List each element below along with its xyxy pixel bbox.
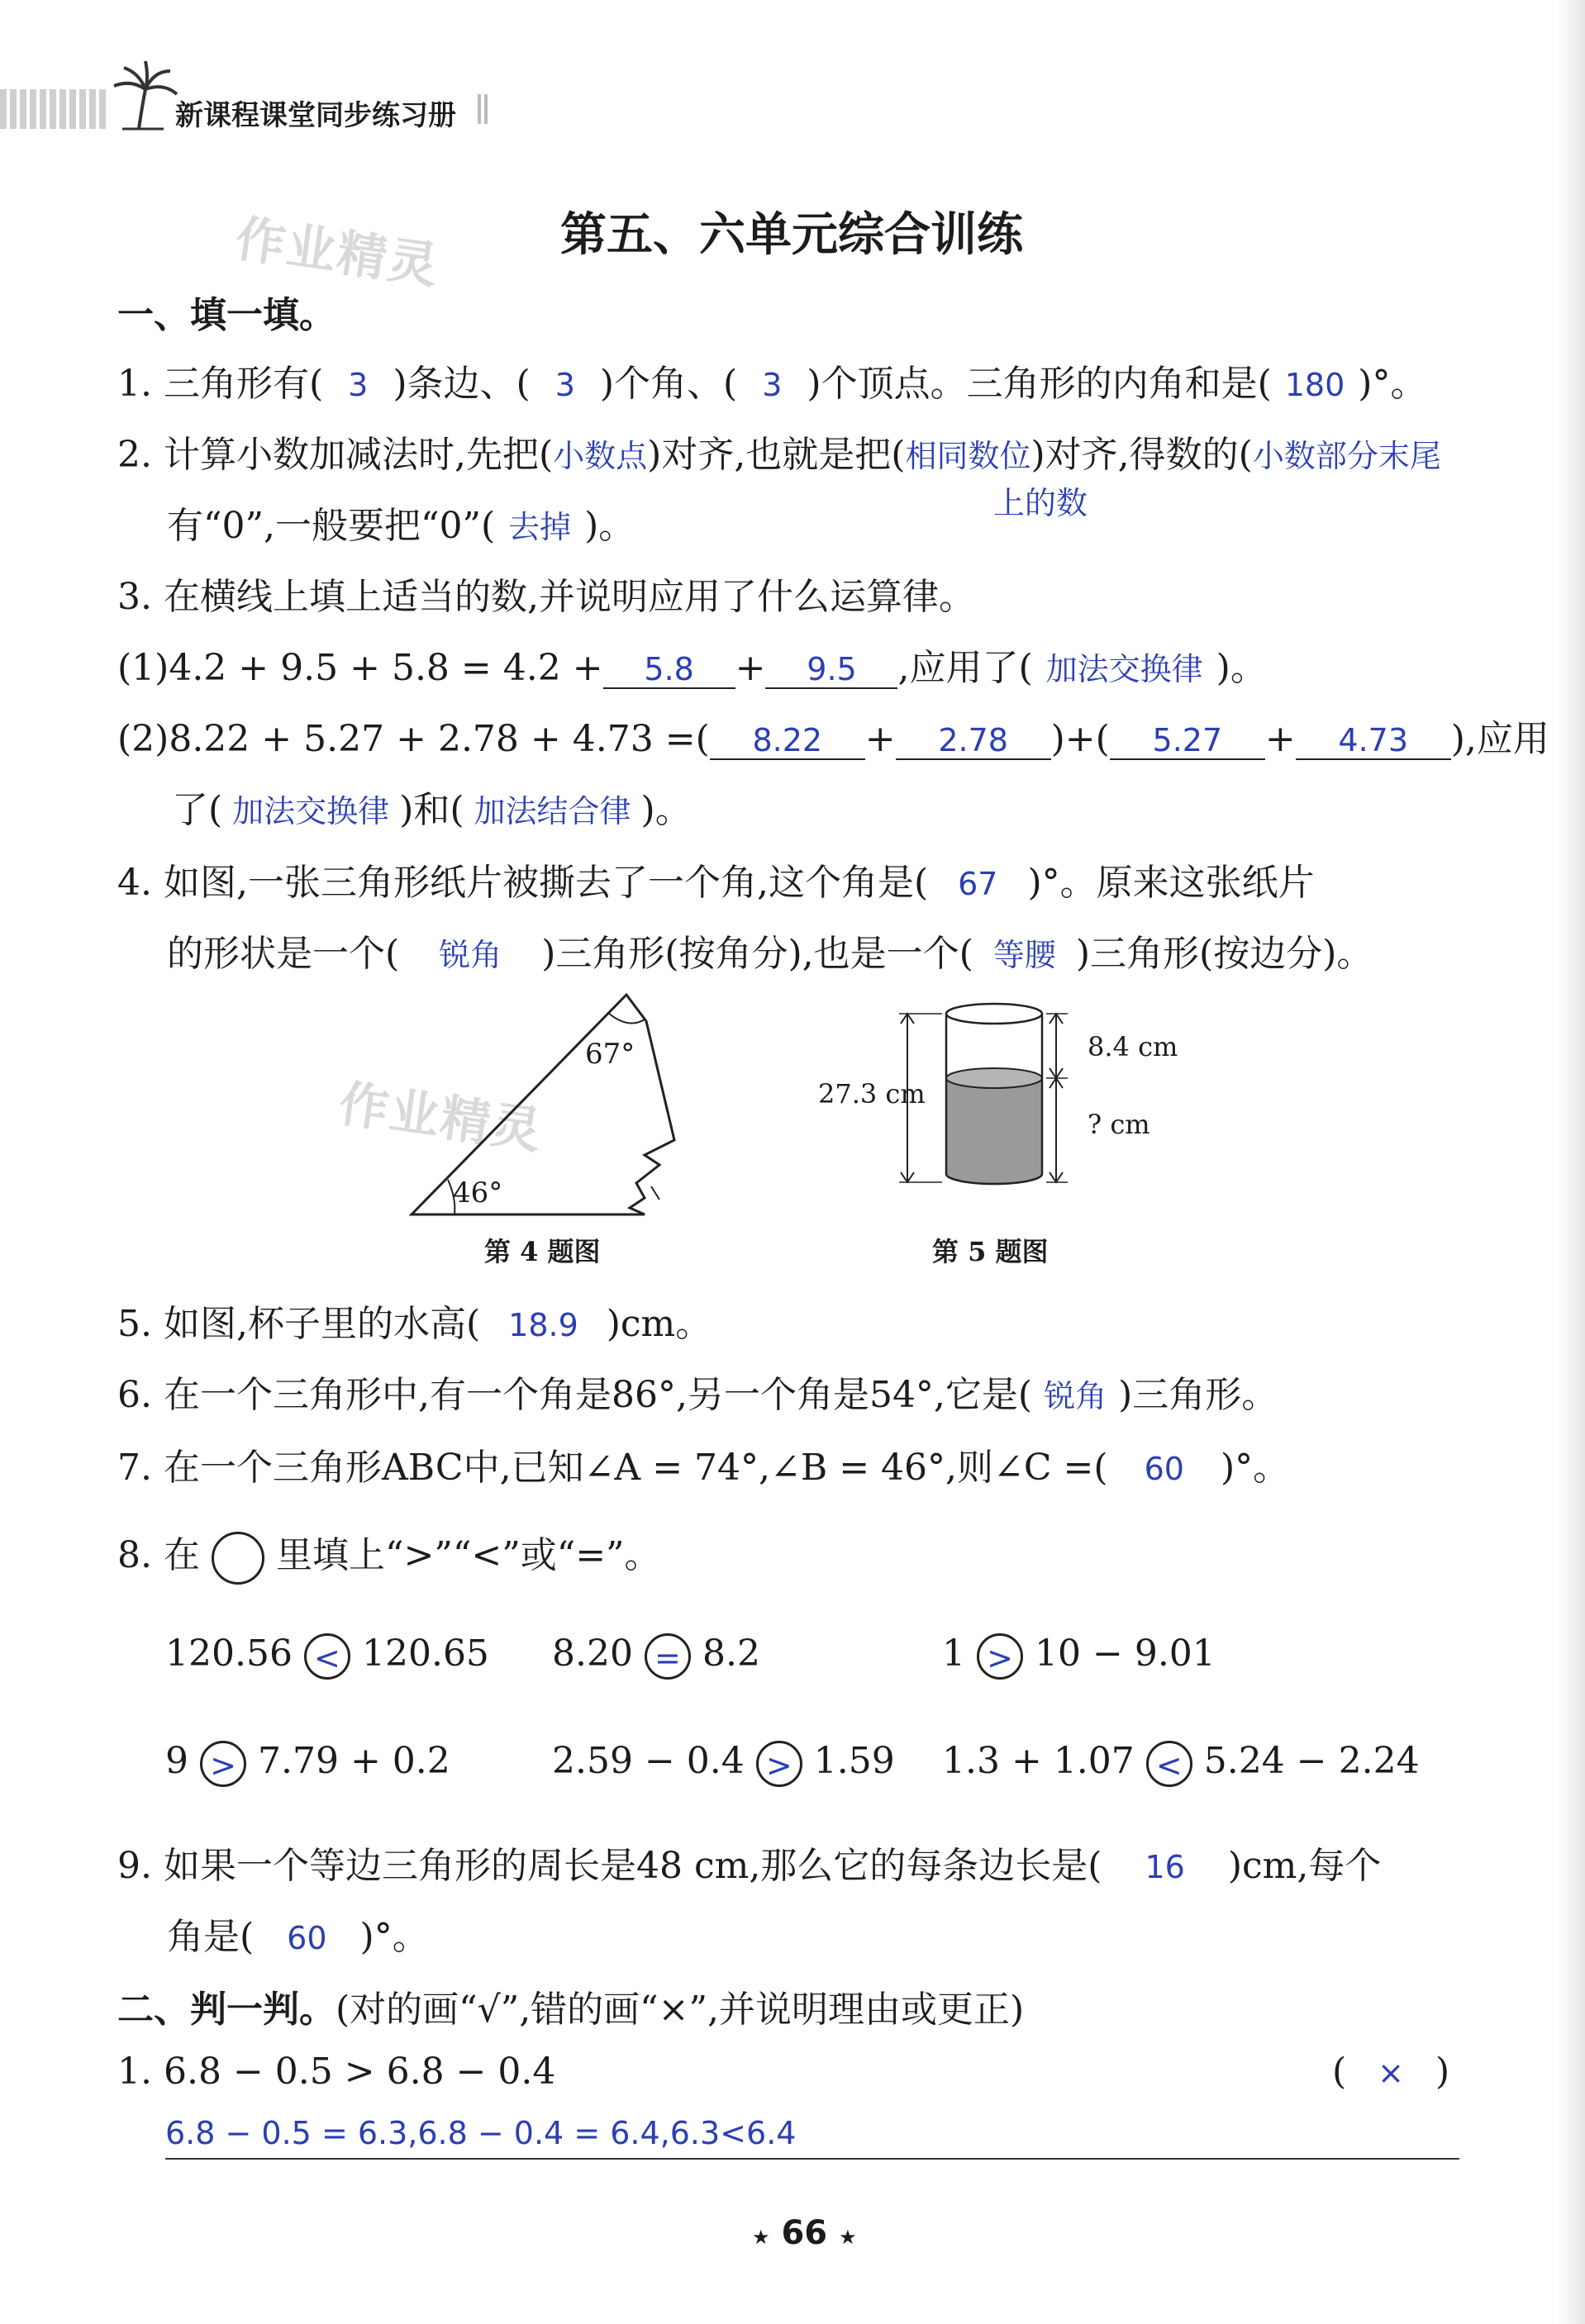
water-height-label: ? cm [1088,1109,1150,1140]
compare-circle [304,1633,350,1680]
page-title: 第五、六单元综合训练 [560,208,1023,262]
compare-item [165,1633,489,1680]
question-text: 计算小数加减法时,先把( [163,434,554,476]
compare-circle [977,1633,1023,1680]
empty-circle-icon [212,1532,264,1585]
question-number: 1. [117,363,152,405]
answer-line [165,2158,1459,2160]
answer: 16 [1145,1849,1185,1885]
compare-sign: < [314,1639,340,1676]
question-number: 7. [117,1447,152,1489]
question-2 [117,425,1441,478]
page-number-footer [752,2214,857,2252]
question-text: )°。原来这张纸片 [1027,862,1315,904]
answer-blank: 9.5 [765,651,897,689]
answer: 锐角 [1044,1378,1107,1414]
figure-5-caption: 第 5 题图 [932,1236,1049,1267]
question-text: )cm,每个 [1227,1845,1382,1887]
question-text: )条边、( [393,363,531,405]
question-text: 了( [172,789,223,831]
question-6 [117,1365,1278,1418]
question-number: 2. [117,434,152,476]
watermark: 作业精灵 [335,1075,546,1161]
question-3 [117,567,975,620]
question-text: )°。 [1220,1447,1290,1489]
question-text: )三角形(按角分),也是一个( [541,933,973,975]
question-text: )个顶点。三角形的内角和是( [807,363,1272,405]
question-text: )。 [1216,647,1267,689]
answer: 锐角 [439,937,502,973]
question-text: )对齐,也就是把( [647,434,906,476]
answer: 18.9 [508,1307,578,1343]
water-fill [946,1078,1042,1184]
question-number: 3. [117,576,152,618]
question-4-line-2 [167,924,1373,977]
header-bar-end [478,94,489,124]
compare-right: 1.59 [813,1740,895,1782]
answer: 3 [555,367,575,403]
compare-circle [1146,1741,1192,1787]
judgement-1 [117,2051,555,2093]
compare-left: 2.59 − 0.4 [552,1740,745,1782]
total-height-label: 27.3 cm [818,1078,926,1110]
question-text: 三角形有( [163,363,324,405]
compare-item [942,1633,1216,1680]
question-text: 如图,杯子里的水高( [163,1303,481,1345]
compare-circle [645,1633,691,1680]
watermark: 作业精灵 [231,210,443,296]
question-3-part-2-line-2 [172,780,692,833]
judgement-mark: × [1378,2055,1405,2091]
question-text: 如图,一张三角形纸片被撕去了一个角,这个角是( [163,862,929,904]
question-9 [117,1836,1381,1889]
plus-sign: + [864,718,896,760]
book-title: 新课程课堂同步练习册 [175,99,456,132]
question-text: 如果一个等边三角形的周长是48 cm,那么它的每条边长是( [163,1845,1102,1887]
water-surface [946,1068,1042,1088]
answer-continued: 上的数 [993,485,1088,521]
compare-sign: = [654,1639,681,1676]
compare-right: 8.2 [702,1633,760,1675]
judgement-1-answer-box [1332,2051,1449,2093]
question-text: (1)4.2 + 9.5 + 5.8 = 4.2 + [117,647,603,689]
question-text: )°。 [1358,363,1427,405]
question-text: ,应用了( [897,647,1033,689]
answer: 加法交换律 [232,793,390,829]
question-4 [117,853,1315,905]
compare-left: 9 [165,1740,188,1782]
question-number: 9. [117,1845,152,1887]
question-number: 5. [117,1303,152,1345]
section-note: (对的画“√”,错的画“×”,并说明理由或更正) [336,1989,1025,2031]
question-text: )。 [584,505,635,547]
figure-4-torn-triangle [397,991,694,1223]
question-text: )个角、( [599,363,738,405]
plus-sign: + [735,647,766,689]
question-text: 里填上“>”“<”或“=”。 [275,1534,661,1576]
compare-right: 10 − 9.01 [1035,1633,1216,1675]
question-number: 8. [117,1534,152,1576]
compare-sign: > [987,1639,1013,1676]
compare-left: 1.3 + 1.07 [942,1740,1135,1782]
question-text: 的形状是一个( [167,933,400,975]
compare-right: 120.65 [361,1633,489,1675]
answer: 3 [762,367,783,403]
question-text: )三角形(按边分)。 [1075,933,1373,975]
cup-rim [946,1004,1042,1024]
answer-blank: 5.8 [603,651,735,689]
question-text: 在一个三角形ABC中,已知∠A = 74°,∠B = 46°,则∠C =( [163,1447,1108,1489]
question-text: 在一个三角形中,有一个角是86°,另一个角是54°,它是( [163,1374,1033,1416]
compare-item [552,1633,760,1680]
compare-sign: > [210,1747,236,1784]
compare-item [942,1740,1420,1787]
answer: 去掉 [508,509,572,545]
question-number: 4. [117,862,152,904]
question-text: 6.8 − 0.5 > 6.8 − 0.4 [163,2051,556,2093]
answer: 小数点 [553,438,648,474]
question-text: )和( [399,789,464,831]
answer: 60 [287,1920,327,1956]
answer-blank: 8.22 [710,722,865,760]
plus-sign: + [1264,718,1296,760]
question-text: ),应用 [1450,718,1549,760]
answer: 加法结合律 [474,793,631,829]
question-1 [117,354,1426,406]
answer-blank: 2.78 [896,722,1051,760]
compare-sign: < [1155,1747,1183,1784]
answer-blank: 4.73 [1296,722,1451,760]
question-text: )三角形。 [1118,1374,1278,1416]
answer-blank: 5.27 [1110,722,1265,760]
question-text: 角是( [167,1916,255,1958]
angle-label-46: 46° [453,1176,503,1210]
question-3-part-2 [117,709,1549,762]
star-icon: ★ [839,2226,857,2249]
question-text: )cm。 [606,1303,712,1345]
question-9-line-2 [167,1907,429,1960]
question-number: 6. [117,1374,152,1416]
answer: 相同数位 [905,438,1031,474]
triangle-outline [412,995,674,1214]
answer: 3 [348,367,369,403]
answer: 67 [958,866,998,902]
question-number: 1. [117,2051,152,2093]
compare-right: 5.24 − 2.24 [1203,1740,1420,1782]
compare-item [165,1740,450,1787]
question-2-line-2 [167,496,635,549]
header-bar [0,89,107,129]
section-heading: 一、填一填。 [117,294,336,336]
question-text: 有“0”,一般要把“0”( [167,505,496,547]
compare-left: 8.20 [552,1633,633,1675]
answer: 小数部分末尾 [1252,438,1441,474]
question-text: )对齐,得数的( [1030,434,1253,476]
question-text: (2)8.22 + 5.27 + 2.78 + 4.73 =( [117,718,710,760]
page-edge-shadow [1557,0,1585,2324]
question-5 [117,1294,712,1347]
compare-circle [200,1741,246,1787]
star-icon: ★ [752,2226,770,2249]
answer: 60 [1144,1451,1184,1487]
paren-open: ( [1332,2051,1347,2093]
figure-4-caption: 第 4 题图 [484,1236,601,1267]
question-text: )。 [640,789,692,831]
page-number: 66 [781,2214,828,2252]
answer: 等腰 [992,937,1056,973]
question-text: )+( [1050,718,1110,760]
compare-sign: > [765,1747,792,1784]
compare-right: 7.79 + 0.2 [258,1740,450,1782]
question-3-part-1 [117,638,1267,691]
paren-close: ) [1435,2051,1450,2093]
compare-left: 1 [942,1633,965,1675]
question-8 [117,1525,661,1585]
section-2-heading [117,1979,1024,2032]
tear-mark [651,1186,659,1200]
compare-item [552,1740,895,1787]
compare-left: 120.56 [165,1633,293,1675]
compare-circle [756,1741,802,1787]
question-7 [117,1438,1289,1490]
question-text: 在横线上填上适当的数,并说明应用了什么运算律。 [163,576,975,618]
question-text: 在 [163,1534,200,1576]
top-gap-label: 8.4 cm [1088,1031,1178,1062]
question-text: )°。 [359,1916,429,1958]
answer: 180 [1284,367,1345,403]
answer: 加法交换律 [1045,651,1203,687]
judgement-1-explanation: 6.8 − 0.5 = 6.3,6.8 − 0.4 = 6.4,6.3<6.4 [165,2115,797,2151]
angle-arc-top [608,1013,645,1024]
palm-tree-icon [106,56,180,131]
angle-label-67: 67° [585,1038,635,1071]
section-heading: 二、判一判。 [117,1989,336,2031]
